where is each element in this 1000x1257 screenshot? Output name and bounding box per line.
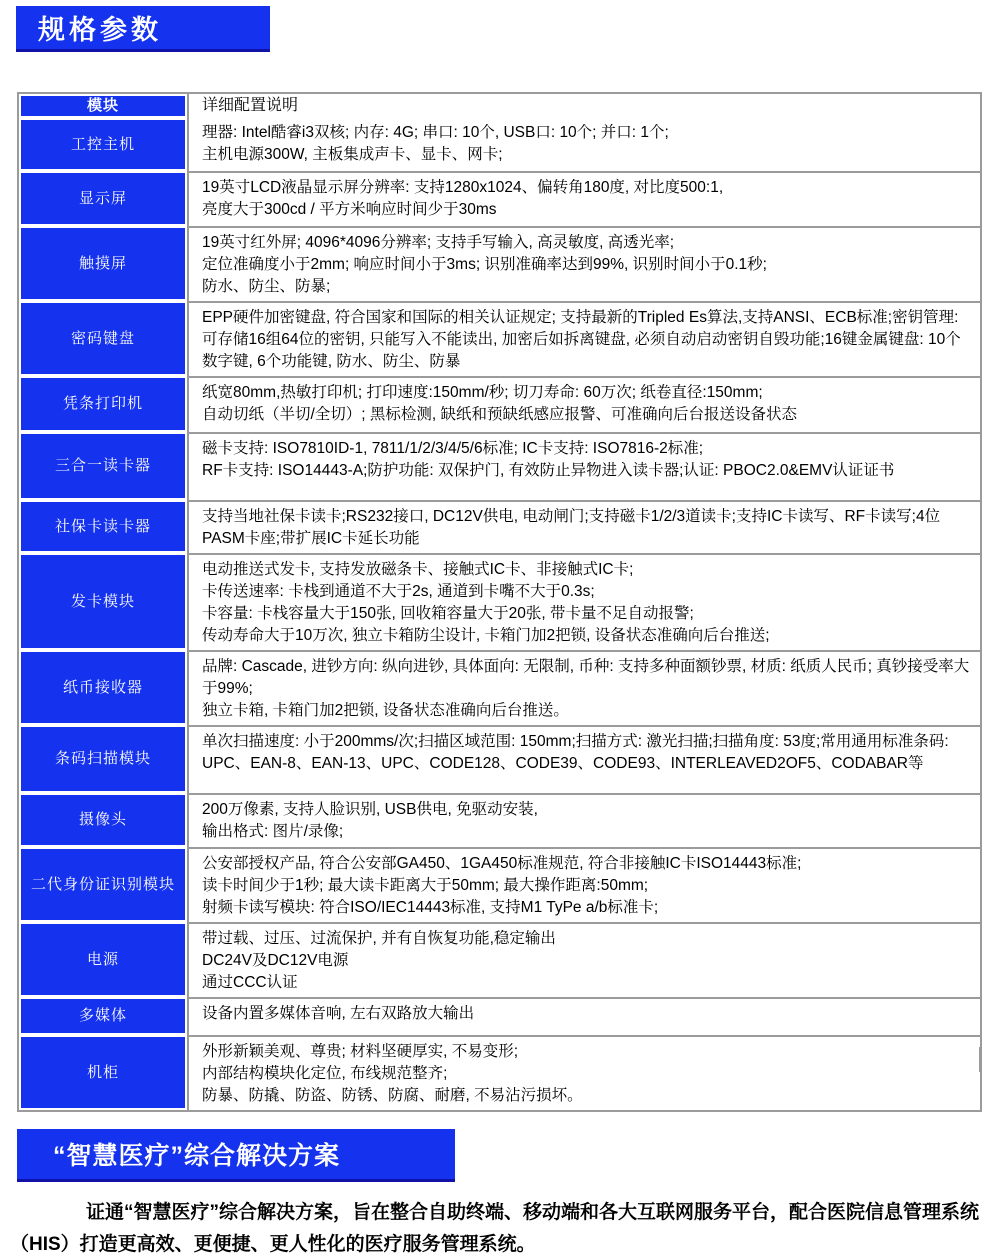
table-row [19,553,980,650]
spec-table [17,92,982,1112]
table-row [19,376,980,432]
description-line: 防暴、防撬、防盗、防锈、防腐、耐磨, 不易沾污损坏。 [202,1087,583,1104]
description-line: 输出格式: 图片/录像; [202,823,344,840]
module-description [187,997,980,1035]
module-cell [19,922,187,997]
module-cell [19,553,187,650]
description-line: 外形新颖美观、尊贵; 材料坚硬厚实, 不易变形; [202,1043,519,1060]
description-line: 防水、防尘、防暴; [202,278,331,295]
module-header-cell [19,94,187,118]
module-name: 二代身份证识别模块 [21,849,185,920]
module-name: 显示屏 [21,173,185,224]
module-cell [19,432,187,500]
module-description [187,171,980,226]
module-description [187,847,980,922]
description-line: 内部结构模块化定位, 布线规范整齐; [202,1065,448,1082]
module-description [187,725,980,793]
description-line: 自动切纸（半切/全切）; 黑标检测, 缺纸和预缺纸感应报警、可准确向后台报送设备状态 [202,406,798,423]
description-line: 电动推送式发卡, 支持发放磁条卡、接触式IC卡、非接触式IC卡; [202,561,634,578]
module-description [187,922,980,997]
description-line: RF卡支持: ISO14443-A;防护功能: 双保护门, 有效防止异物进入读卡器;认证: PBOC2.0&EMV认证证书 [202,462,895,479]
description-line: 磁卡支持: ISO7810ID-1, 7811/1/2/3/4/5/6标准; IC卡支持: ISO7816-2标准; [202,440,704,457]
solution-banner-title: “智慧医疗”综合解决方案 [53,1142,341,1170]
table-row [19,922,980,997]
table-row [19,171,980,226]
table-row [19,650,980,725]
table-row [19,725,980,793]
module-description [187,118,980,171]
module-cell [19,500,187,553]
table-row [19,118,980,171]
description-line: 19英寸红外屏; 4096*4096分辨率; 支持手写输入, 高灵敏度, 高透光率; [202,234,674,251]
solution-paragraph: 证通“智慧医疗”综合解决方案，旨在整合自助终端、移动端和各大互联网服务平台，配合医院信息管理系统（HIS）打造更高效、更便捷、更人性化的医疗服务管理系统。 [10,1202,980,1255]
module-cell [19,171,187,226]
description-line: 卡容量: 卡栈容量大于150张, 回收箱容量大于20张, 带卡量不足自动报警; [202,605,694,622]
module-cell [19,226,187,301]
module-name: 多媒体 [21,999,185,1033]
module-description [187,376,980,432]
description-line: 品牌: Cascade, 进钞方向: 纵向进钞, 具体面向: 无限制, 币种: 支持多种面额钞票, 材质: 纸质人民币; 真钞接受率大于99%; [202,658,970,697]
module-cell [19,725,187,793]
spec-params-banner [16,6,270,52]
module-name: 纸币接收器 [21,652,185,723]
module-description [187,301,980,376]
module-description [187,650,980,725]
table-row [19,847,980,922]
description-line: 支持当地社保卡读卡;RS232接口, DC12V供电, 电动闸门;支持磁卡1/2/3道读卡;支持IC卡读写、RF卡读写;4位PASM卡座;带扩展IC卡延长功能 [202,508,941,547]
module-cell [19,997,187,1035]
module-description [187,1035,980,1110]
module-cell [19,847,187,922]
description-line: EPP硬件加密键盘, 符合国家和国际的相关认证规定; 支持最新的Tripled Es算法,支持ANSI、ECB标准;密钥管理:可存储16组64位的密钥, 只能写入不能读出, 加密后如拆离键盘, 必须自动启动密钥自毁功能;16键金属键盘: 10个数字键, 6个功能键, 防水、防尘、防暴 [202,309,961,370]
table-row [19,1035,980,1110]
module-description [187,500,980,553]
spec-params-title: 规格参数 [38,15,162,45]
table-row [19,301,980,376]
description-line: 读卡时间少于1秒; 最大读卡距离大于50mm; 最大操作距离:50mm; [202,877,649,894]
module-name: 发卡模块 [21,555,185,648]
solution-banner [17,1129,455,1182]
description-line: 理器: Intel酷睿i3双核; 内存: 4G; 串口: 10个, USB口: 10个; 并口: 1个; [202,124,669,141]
table-body [19,118,980,1110]
description-line: 单次扫描速度: 小于200mms/次;扫描区域范围: 150mm;扫描方式: 激光扫描;扫描角度: 53度;常用通用标准条码: UPC、EAN-8、EAN-13、UPC、CODE128、CODE39、CODE93、INTERLEAVED2OF5、CODABAR等 [202,733,949,772]
description-line: DC24V及DC12V电源 [202,952,349,969]
description-line: 纸宽80mm,热敏打印机; 打印速度:150mm/秒; 切刀寿命: 60万次; 纸卷直径:150mm; [202,384,763,401]
module-cell [19,376,187,432]
module-cell [19,650,187,725]
module-name: 工控主机 [21,120,185,169]
module-description [187,432,980,500]
description-line: 独立卡箱, 卡箱门加2把锁, 设备状态准确向后台推送。 [202,702,569,719]
description-column-header: 详细配置说明 [187,94,980,118]
description-line: 通过CCC认证 [202,974,298,991]
table-row [19,226,980,301]
module-description [187,553,980,650]
module-cell [19,793,187,847]
description-line: 主机电源300W, 主板集成声卡、显卡、网卡; [202,146,503,163]
module-cell [19,118,187,171]
description-line: 公安部授权产品, 符合公安部GA450、1GA450标准规范, 符合非接触IC卡ISO14443标准; [202,855,802,872]
description-line: 19英寸LCD液晶显示屏分辨率: 支持1280x1024、偏转角180度, 对比度500:1, [202,179,724,196]
description-line: 射频卡读写模块: 符合ISO/IEC14443标准, 支持M1 TyPe a/b标准卡; [202,899,659,916]
table-row [19,793,980,847]
module-name: 摄像头 [21,795,185,845]
module-cell [19,301,187,376]
table-corner-line [979,1047,981,1072]
module-description [187,226,980,301]
module-name: 电源 [21,924,185,995]
description-line: 定位准确度小于2mm; 响应时间小于3ms; 识别准确率达到99%, 识别时间小于0.1秒; [202,256,767,273]
description-line: 设备内置多媒体音响, 左右双路放大输出 [202,1005,475,1022]
table-row [19,997,980,1035]
module-name: 三合一读卡器 [21,434,185,498]
module-column-header: 模块 [21,96,185,116]
description-line: 带过载、过压、过流保护, 并有自恢复功能,稳定输出 [202,930,556,947]
table-row [19,500,980,553]
description-line: 传动寿命大于10万次, 独立卡箱防尘设计, 卡箱门加2把锁, 设备状态准确向后台推送; [202,627,770,644]
module-name: 密码键盘 [21,303,185,374]
table-header-row [19,94,980,118]
table-row [19,432,980,500]
description-line: 200万像素, 支持人脸识别, USB供电, 免驱动安装, [202,801,538,818]
module-name: 凭条打印机 [21,378,185,430]
module-name: 触摸屏 [21,228,185,299]
module-name: 社保卡读卡器 [21,502,185,551]
description-line: 亮度大于300cd / 平方米响应时间少于30ms [202,201,497,218]
module-description [187,793,980,847]
module-name: 机柜 [21,1037,185,1108]
module-name: 条码扫描模块 [21,727,185,791]
description-line: 卡传送速率: 卡栈到通道不大于2s, 通道到卡嘴不大于0.3s; [202,583,595,600]
module-cell [19,1035,187,1110]
